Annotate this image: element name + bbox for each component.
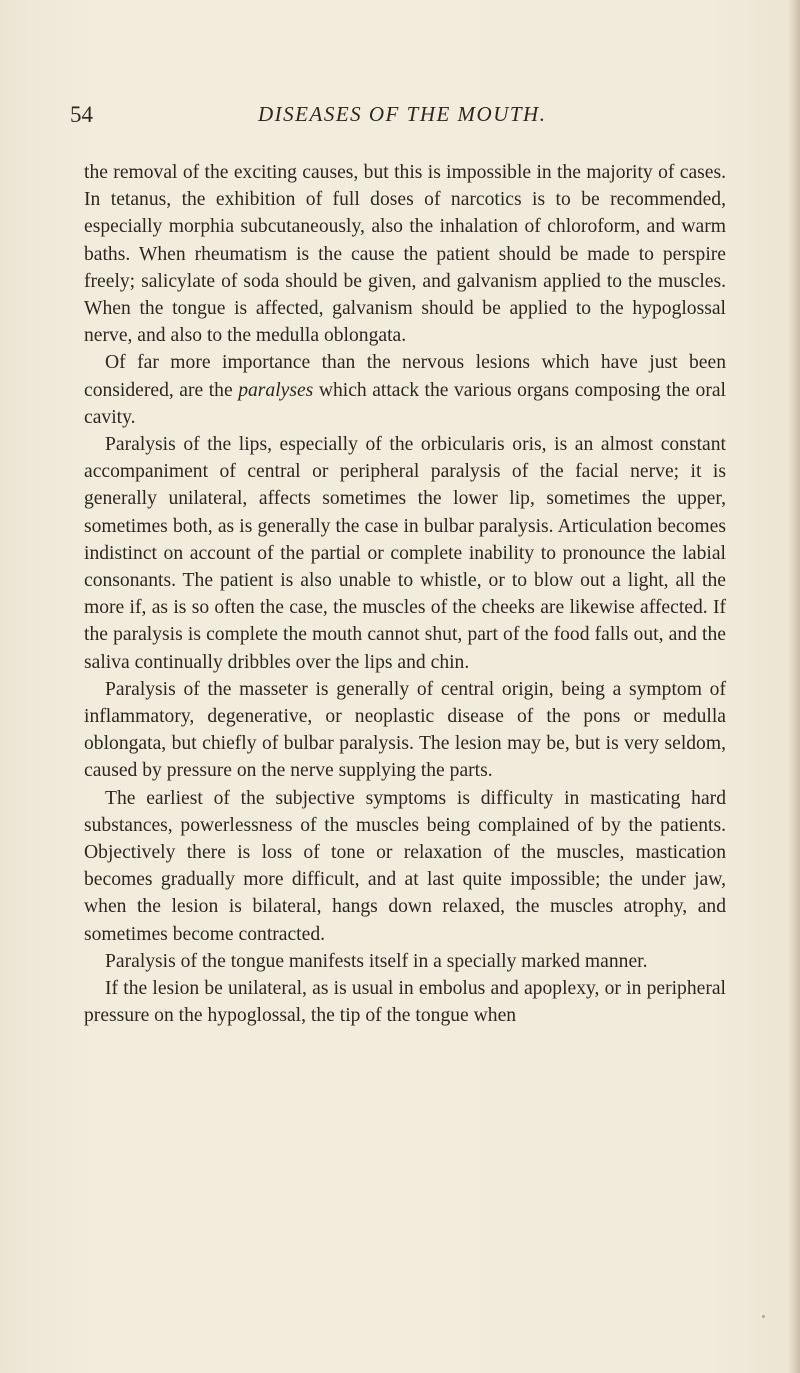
paragraph-text: Paralysis of the lips, especially of the orbicularis oris, is an almost constant accompaniment of central or peripheral paralysis of the facial nerve; it is generally unilateral, affects sometimes the lower lip, sometimes the upper, sometimes both, as is generally the case in bulbar paralysis. Articulation becomes indistinct on account of the partial or complete inability to pronounce the labial consonants. The patient is also unable to whistle, or to blow out a light, all the more if, as is so often the case, the muscles of the cheeks are likewise affected. If the paralysis is complete the mouth cannot shut, part of the food falls out, and the saliva continually dribbles over the lips and chin.: [84, 434, 726, 673]
paragraph-symptoms: [84, 785, 726, 948]
paragraph-text: Paralysis of the tongue manifests itself in a specially marked manner.: [105, 950, 648, 972]
paper-speck: [762, 1315, 765, 1318]
paragraph-treatment-continuation: [84, 159, 726, 349]
page-header: [70, 102, 728, 132]
page-number: 54: [70, 102, 93, 127]
paragraph-text: Paralysis of the masseter is generally of central origin, being a symptom of inflammatory, degenerative, or neoplastic disease of the pons or medulla oblongata, but chiefly of bulbar paralysis. The lesion may be, but is very seldom, caused by pressure on the nerve supplying the parts.: [84, 678, 726, 782]
paragraph-text: If the lesion be unilateral, as is usual in embolus and apoplexy, or in peripheral pressure on the hypoglossal, the tip of the tongue when: [84, 978, 726, 1027]
body-text: [84, 159, 726, 1030]
paragraph-text-after: which attack the various organs composing the oral cavity.: [84, 379, 726, 428]
paragraph-lips: [84, 431, 726, 676]
paragraph-tongue: [84, 948, 726, 975]
paragraph-masseter: [84, 676, 726, 785]
paragraph-text: The earliest of the subjective symptoms is difficulty in masticating hard substances, powerlessness of the muscles being complained of by the patients. Objectively there is loss of tone or relaxation of the muscles, mastication becomes gradually more difficult, and at last quite impossible; the under jaw, when the lesion is bilateral, hangs down relaxed, the muscles atrophy, and sometimes become contracted.: [84, 787, 726, 945]
page-edge-shadow: [788, 0, 800, 1373]
paragraph-text: the removal of the exciting causes, but this is impossible in the majority of cases. In tetanus, the exhibition of full doses of narcotics is to be recommended, especially morphia subcutaneously, also the inhalation of chloroform, and warm baths. When rheumatism is the cause the patient should be made to perspire freely; salicylate of soda should be given, and galvanism applied to the muscles. When the tongue is affected, galvanism should be applied to the hypoglossal nerve, and also to the medulla oblongata.: [84, 162, 726, 347]
paragraph-paralyses: [84, 349, 726, 431]
running-title: DISEASES OF THE MOUTH.: [258, 102, 547, 126]
paragraph-text: Of far more importance than the nervous lesions which have just been considered, are the: [84, 352, 726, 401]
italic-term: paralyses: [238, 379, 314, 401]
paragraph-unilateral: [84, 975, 726, 1029]
